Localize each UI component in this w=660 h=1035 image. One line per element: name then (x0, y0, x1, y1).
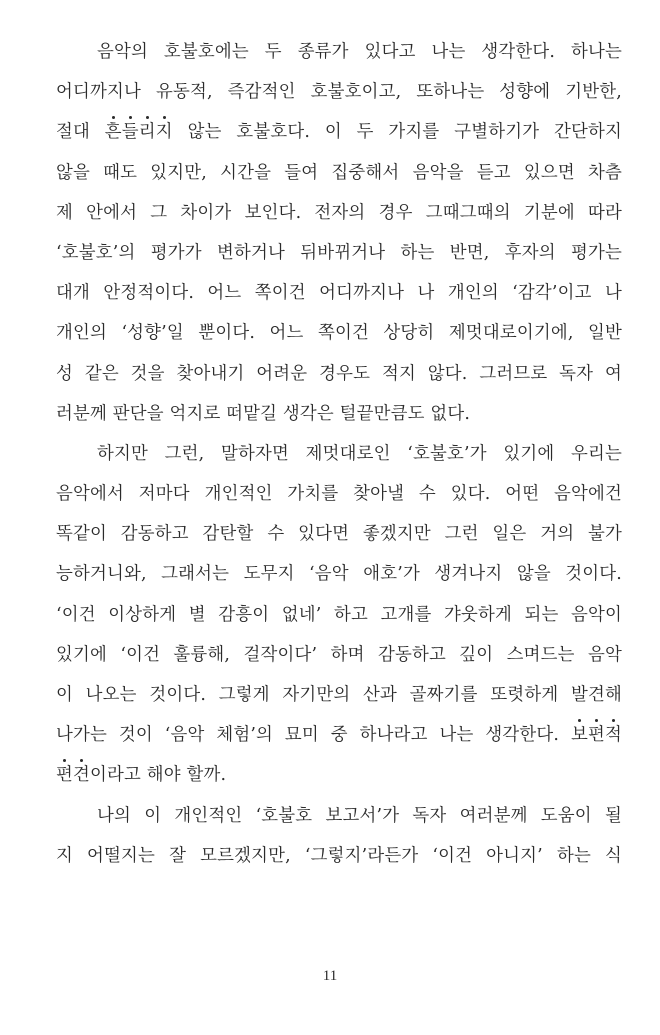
text-segment: 이라고 해야 할까. (90, 765, 227, 786)
text-line-with-emphasis (56, 715, 622, 755)
text-line: 음악의 호불호에는 두 종류가 있다고 나는 생각한다. 하나는 (97, 42, 622, 62)
text-line: 지 어떨지는 잘 모르겠지만, ‘그렇지’라든가 ‘이건 아니지’ 하는 식 (56, 845, 622, 866)
emphasis-char (571, 715, 588, 755)
text-line: 이 나오는 것이다. 그렇게 자기만의 산과 골짜기를 또렷하게 발견해 (56, 685, 622, 705)
emphasis-char (139, 112, 156, 152)
emphasis-dot-icon (612, 719, 615, 722)
emphasis-text: 리 (138, 122, 156, 143)
emphasis-dot-icon (163, 116, 166, 119)
emphasis-dot-icon (129, 116, 132, 119)
emphasis-dot-icon (595, 719, 598, 722)
text-line: 음악에서 저마다 개인적인 가치를 찾아낼 수 있다. 어떤 음악에건 (56, 484, 622, 505)
text-line: ‘호불호’의 평가가 변하거나 뒤바뀌거나 하는 반면, 후자의 평가는 (56, 242, 622, 263)
emphasis-dot-icon (112, 116, 115, 119)
emphasis-char (56, 755, 73, 795)
text-line: 하지만 그런, 말하자면 제멋대로인 ‘호불호’가 있기에 우리는 (97, 443, 622, 464)
emphasis-dot-icon (63, 759, 66, 762)
emphasis-text: 편 (56, 765, 73, 786)
text-segment: 나가는 것이 ‘음악 체험’의 묘미 중 하나라고 나는 생각한다. (56, 725, 571, 746)
emphasis-char (122, 112, 139, 152)
emphasis-text: 적 (605, 725, 622, 746)
emphasis-dot-icon (578, 719, 581, 722)
emphasis-dot-icon (146, 116, 149, 119)
emphasis-text: 편 (588, 725, 605, 746)
text-line: 제 안에서 그 차이가 보인다. 전자의 경우 그때그때의 기분에 따라 (56, 202, 622, 223)
text-line: 않을 때도 있지만, 시간을 들여 집중해서 음악을 듣고 있으면 차츰 (56, 162, 622, 183)
emphasis-char (156, 112, 173, 152)
text-segment: 않는 호불호다. 이 두 가지를 구별하기가 간단하지 (172, 122, 622, 143)
text-line: 나의 이 개인적인 ‘호불호 보고서’가 독자 여러분께 도움이 될 (97, 805, 622, 826)
emphasis-text: 보 (571, 725, 588, 746)
text-line: 대개 안정적이다. 어느 쪽이건 어디까지나 나 개인의 ‘감각’이고 나 (56, 283, 622, 304)
emphasis-dot-icon (80, 759, 83, 762)
text-line: 성 같은 것을 찾아내기 어려운 경우도 적지 않다. 그러므로 독자 여 (56, 363, 622, 384)
emphasis-char (73, 755, 90, 795)
text-line: 개인의 ‘성향’일 뿐이다. 어느 쪽이건 상당히 제멋대로이기에, 일반 (56, 323, 622, 344)
emphasis-text: 견 (73, 765, 90, 786)
text-line: 똑같이 감동하고 감탄할 수 있다면 좋겠지만 그런 일은 거의 불가 (56, 524, 622, 545)
text-line: 있기에 ‘이건 훌륭해, 걸작이다’ 하며 감동하고 깊이 스며드는 음악 (56, 644, 622, 665)
emphasis-text: 들 (121, 122, 139, 143)
body-text (56, 32, 622, 876)
text-line-with-emphasis (56, 112, 622, 152)
page-number: 11 (322, 968, 338, 984)
text-line-with-emphasis (56, 755, 622, 795)
text-segment: 절대 (56, 122, 105, 143)
text-line: 어디까지나 유동적, 즉감적인 호불호이고, 또하나는 성향에 기반한, (56, 82, 622, 103)
emphasis-char (105, 112, 122, 152)
emphasis-text: 지 (155, 122, 173, 143)
text-line: 능하거니와, 그래서는 도무지 ‘음악 애호’가 생겨나지 않을 것이다. (56, 564, 622, 585)
emphasis-char (588, 715, 605, 755)
text-line: 러분께 판단을 억지로 떠맡길 생각은 털끝만큼도 없다. (56, 403, 471, 424)
text-line: ‘이건 이상하게 별 감흥이 없네’ 하고 고개를 갸웃하게 되는 음악이 (56, 604, 622, 625)
emphasis-text: 흔 (104, 122, 122, 143)
emphasis-char (605, 715, 622, 755)
